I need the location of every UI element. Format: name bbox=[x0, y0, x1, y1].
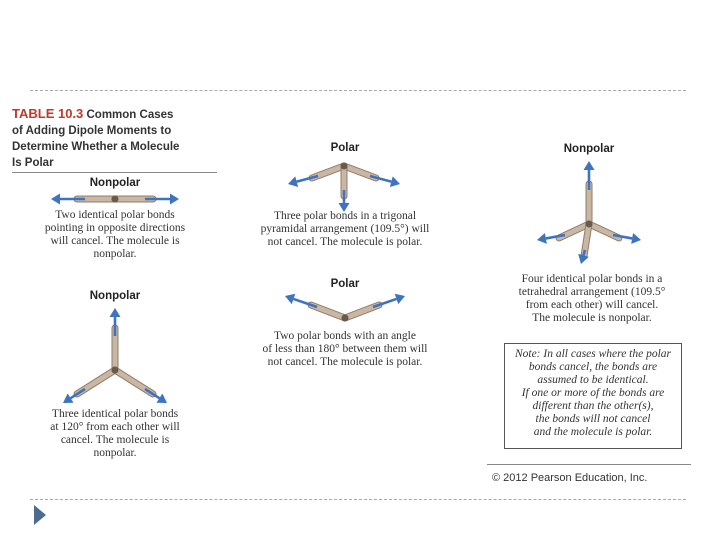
table-title-line1: Common Cases bbox=[86, 109, 174, 121]
trigonal-planar-label: Nonpolar bbox=[89, 290, 141, 302]
linear-caption-line: Two identical polar bonds bbox=[55, 209, 175, 221]
dipole-arrow-head bbox=[584, 161, 595, 170]
trigonal-pyramidal-label: Polar bbox=[330, 142, 360, 154]
note-line: If one or more of the bonds are bbox=[521, 387, 665, 399]
trigonal-planar-caption-line: cancel. The molecule is bbox=[60, 434, 170, 446]
trigonal-pyramidal-caption-line: Three polar bonds in a trigonal bbox=[273, 210, 417, 222]
dipole-arrow-head bbox=[631, 233, 641, 244]
bent-caption-line: Two polar bonds with an angle bbox=[274, 330, 416, 342]
note-line: different than the other(s), bbox=[532, 400, 654, 412]
table-title-line4: Is Polar bbox=[12, 157, 54, 169]
trigonal-planar-caption-line: nonpolar. bbox=[93, 447, 137, 459]
trigonal-pyramidal-caption-line: pyramidal arrangement (109.5°) will bbox=[260, 223, 430, 235]
linear-caption-line: pointing in opposite directions bbox=[44, 222, 186, 234]
dipole-arrow-shaft bbox=[583, 250, 585, 255]
trigonal-pyramidal-caption-line: not cancel. The molecule is polar. bbox=[267, 236, 423, 248]
tetrahedral-caption-line: from each other) will cancel. bbox=[525, 299, 659, 311]
table-title-line3: Determine Whether a Molecule bbox=[12, 141, 180, 153]
note-line: assumed to be identical. bbox=[537, 374, 649, 386]
trigonal-planar-caption-line: Three identical polar bonds bbox=[51, 408, 179, 420]
tetrahedral-caption-line: The molecule is nonpolar. bbox=[532, 312, 652, 324]
bent-caption-line: not cancel. The molecule is polar. bbox=[267, 356, 423, 368]
note-line: Note: In all cases where the polar bbox=[514, 348, 672, 360]
note-line: the bonds will not cancel bbox=[535, 413, 651, 425]
table-number: TABLE 10.3 bbox=[12, 106, 84, 121]
note-line: bonds cancel, the bonds are bbox=[528, 361, 658, 373]
bent-caption-line: of less than 180° between them will bbox=[262, 343, 428, 355]
tetrahedral-caption-line: Four identical polar bonds in a bbox=[521, 273, 663, 285]
dipole-arrow-head bbox=[537, 233, 547, 244]
bent-label: Polar bbox=[330, 278, 360, 290]
tetrahedral-caption bbox=[497, 273, 687, 325]
table-title-line2: of Adding Dipole Moments to bbox=[12, 125, 172, 137]
linear-caption-line: nonpolar. bbox=[93, 248, 137, 260]
tetrahedral-label: Nonpolar bbox=[563, 143, 615, 155]
linear-label: Nonpolar bbox=[89, 177, 141, 189]
central-atom bbox=[586, 221, 593, 228]
copyright-rule bbox=[487, 464, 691, 465]
trigonal-planar-caption-line: at 120° from each other will bbox=[50, 421, 180, 433]
copyright: © 2012 Pearson Education, Inc. bbox=[492, 472, 648, 484]
note-box bbox=[504, 343, 682, 449]
note-line: and the molecule is polar. bbox=[533, 426, 653, 438]
linear-caption-line: will cancel. The molecule is bbox=[50, 235, 180, 247]
tetrahedral-caption-line: tetrahedral arrangement (109.5° bbox=[518, 286, 666, 298]
